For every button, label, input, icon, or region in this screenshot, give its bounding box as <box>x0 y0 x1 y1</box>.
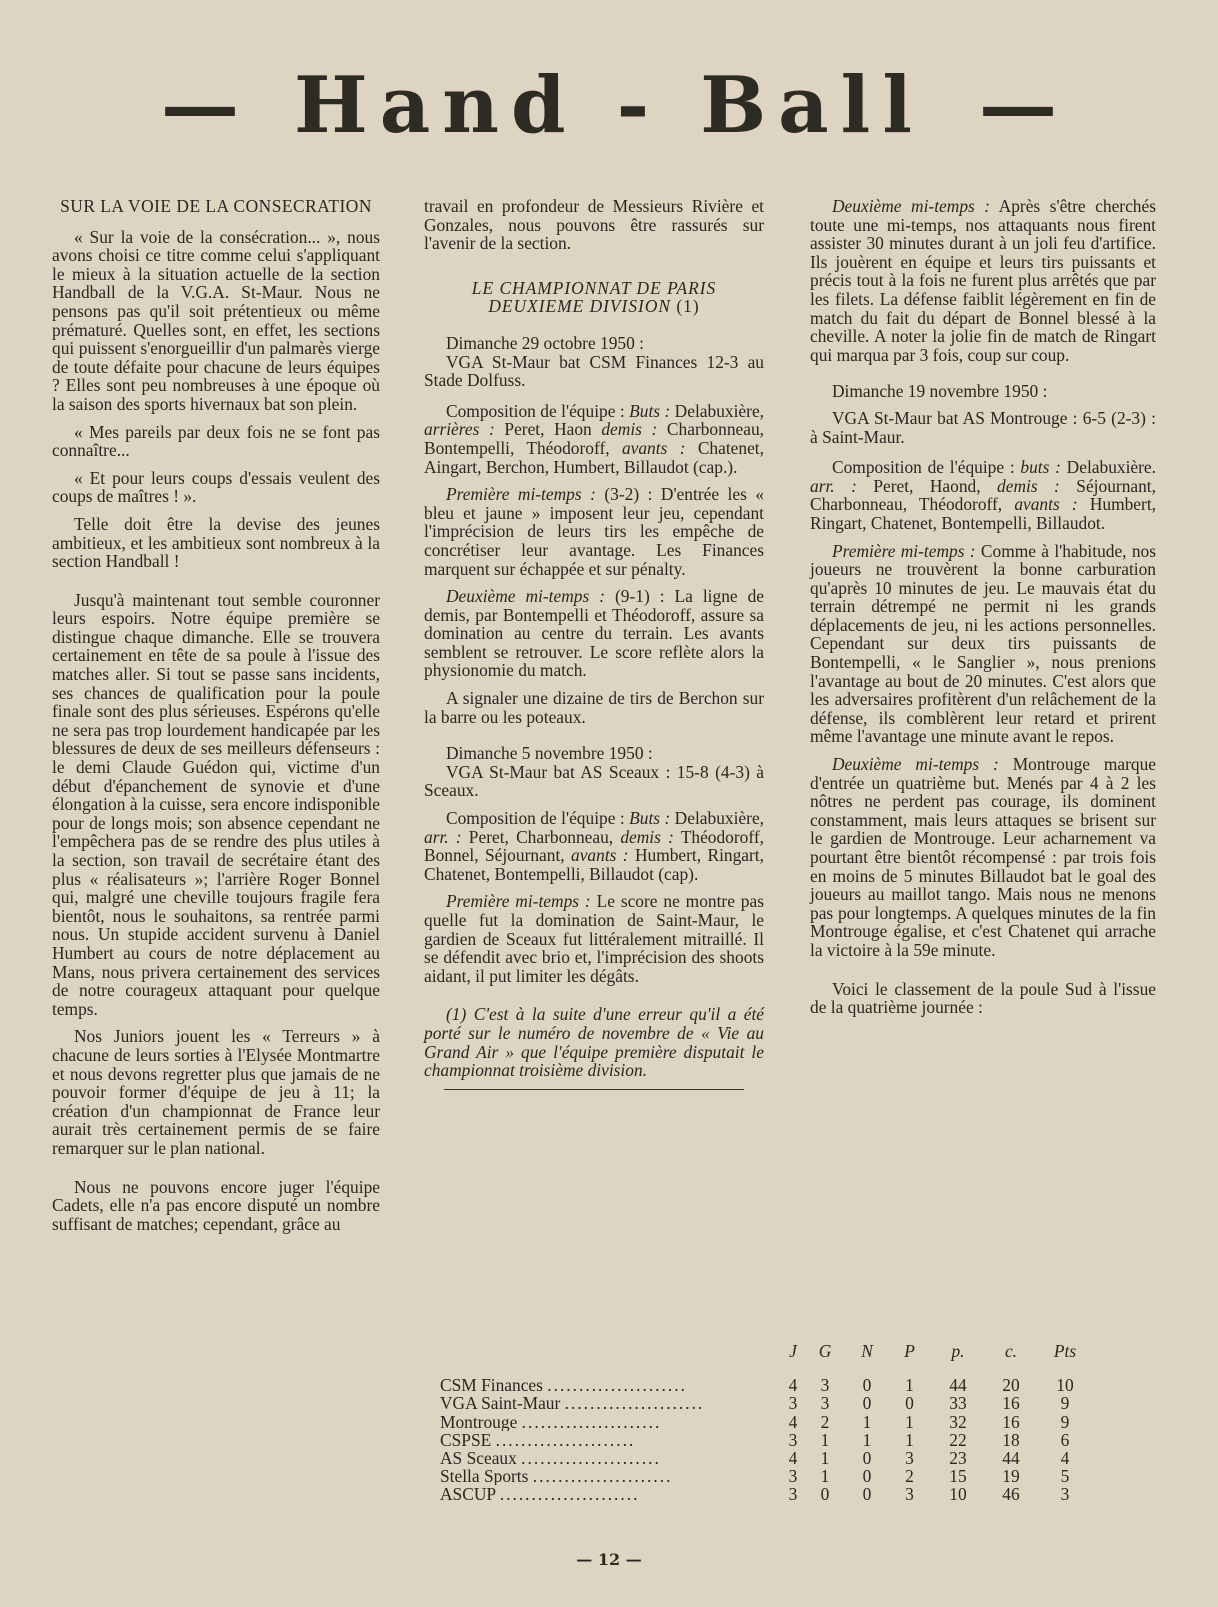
title-dash-left: — <box>161 60 240 151</box>
leader-dots: ...................... <box>521 1412 662 1431</box>
table-cell: 1 <box>862 1429 872 1450</box>
table-cell: 1 <box>820 1448 830 1469</box>
table-cell: 4 <box>788 1375 798 1396</box>
col-header: N <box>861 1341 873 1361</box>
table-cell: 1 <box>820 1466 830 1487</box>
table-cell: 0 <box>862 1393 872 1414</box>
team-composition: Composition de l'équipe : Buts : Delabuxière, arrières : Peret, Haon demis : Charbonneau, Bontempelli, Théodoroff, avants : Chatenet, Aingart, Berchon, Humbert, Billaudot (cap.). <box>424 400 765 477</box>
championship-heading <box>424 279 764 316</box>
leader-dots: ...................... <box>521 1449 661 1468</box>
half-report: Deuxième mi-temps : Après s'être cherchés toute une mi-temps, nos attaquants nous firent assister 30 minutes durant à un joli feu d'artifice. Ils jouèrent en équipe et leurs tirs puissants et précis tout à la fois ne furent plus arrêtés que par les filets. La défense faiblit légèrement en fin de match du fait du départ de Bonnel blessé à la cheville. A noter la jolie fin de match de Ringart qui marqua par 3 fois, coup sur coup. <box>810 196 1156 365</box>
table-cell: 3 <box>1060 1484 1070 1505</box>
table-cell: 3 <box>905 1484 914 1505</box>
heading-line-2: DEUXIEME DIVISION <box>488 296 671 317</box>
team-name: CSM Finances <box>440 1376 543 1395</box>
table-cell: 44 <box>1002 1448 1020 1469</box>
match-result: VGA St-Maur bat AS Montrouge : 6-5 (2-3) : à Saint-Maur. <box>810 407 1156 447</box>
table-cell: 1 <box>820 1429 830 1450</box>
match-date: Dimanche 5 novembre 1950 : <box>446 743 653 764</box>
table-cell: 10 <box>949 1484 967 1505</box>
paragraph: travail en profondeur de Messieurs Rivière et Gonzales, nous pouvons être rassurés sur l'avenir de la section. <box>424 196 764 254</box>
footnote-rule <box>444 1089 744 1090</box>
paragraph: Nos Juniors jouent les « Terreurs » à chacune de leurs sorties à l'Elysée Montmartre et nous devons regretter plus que jamais de ne pouvoir former d'équipe de jeu à 11; la création d'un championnat de France leur aurait très certainement permis de se faire remarquer sur le plan national. <box>52 1026 380 1158</box>
table-row <box>440 1431 1110 1449</box>
table-cell: 2 <box>905 1466 914 1487</box>
table-cell: 4 <box>788 1411 798 1432</box>
paragraph: Nous ne pouvons encore juger l'équipe Cadets, elle n'a pas encore disputé un nombre suffisant de matches; cependant, grâce au <box>52 1176 380 1234</box>
table-cell: 4 <box>788 1448 798 1469</box>
table-cell: 4 <box>1060 1448 1070 1469</box>
team-name: Montrouge <box>440 1412 518 1431</box>
team-composition: Composition de l'équipe : buts : Delabuxière. arr. : Peret, Haond, demis : Séjournant, Charbonneau, Théodoroff, avants : Humbert, Ringart, Chatenet, Bontempelli, Billaudot. <box>810 457 1157 533</box>
table-cell: 10 <box>1056 1375 1074 1396</box>
table-cell: 46 <box>1002 1484 1020 1505</box>
table-cell: 3 <box>905 1448 914 1469</box>
table-cell: 6 <box>1060 1429 1070 1450</box>
col-header: J <box>789 1341 797 1361</box>
table-cell: 9 <box>1060 1393 1070 1414</box>
match-date: Dimanche 19 novembre 1950 : <box>832 381 1048 402</box>
table-cell: 0 <box>862 1466 872 1487</box>
team-name: VGA Saint-Maur <box>440 1394 561 1413</box>
table-cell: 33 <box>949 1393 967 1414</box>
table-cell: 3 <box>820 1393 830 1414</box>
table-cell: 22 <box>949 1429 967 1450</box>
table-cell: 0 <box>862 1375 872 1396</box>
table-cell: 16 <box>1002 1411 1020 1432</box>
title-dash-right: — <box>978 60 1057 151</box>
table-row <box>440 1467 1110 1485</box>
table-cell: 9 <box>1060 1411 1070 1432</box>
match-result: VGA St-Maur bat CSM Finances 12-3 au Stade Dolfuss. <box>424 351 764 391</box>
table-cell: 15 <box>949 1466 967 1487</box>
table-cell: 20 <box>1002 1375 1020 1396</box>
footnote-ref: (1) <box>676 296 700 317</box>
table-cell: 16 <box>1002 1393 1020 1414</box>
team-name: AS Sceaux <box>440 1449 517 1468</box>
table-row <box>440 1449 1110 1467</box>
table-cell: 0 <box>862 1484 872 1505</box>
paragraph: Jusqu'à maintenant tout semble couronner leurs espoirs. Notre équipe première se distingue chaque dimanche. Elle se trouvera certainement en tête de sa poule à l'issue des matches aller. Si tout se passe sans incidents, ses chances de qualification pour la poule finale sont des plus sérieuses. Espérons qu'elle ne sera pas trop lourdement handicapée par les blessures de deux de ses meilleurs défenseurs : le demi Claude Guédon qui, victime d'un début d'épanchement de synovie et d'une élongation à la cuisse, sera encore indisponible pour de longs mois; son absence cependant ne l'empêchera pas de se rendre des plus utiles à la section, son travail de secrétaire étant des plus « réalisateurs »; l'arrière Roger Bonnel qui, malgré une cheville toujours fragile fera bientôt, nous le souhaitons, sa rentrée parmi nous. Un stupide accident survenu à Daniel Humbert au cours de notre déplacement au Mans, nous privera certainement des services de notre courageux attaquant pour quelque temps. <box>52 589 380 1019</box>
table-cell: 1 <box>905 1429 914 1450</box>
table-cell: 0 <box>820 1484 830 1505</box>
half-report: Première mi-temps : (3-2) : D'entrée les « bleu et jaune » imposent leur jeu, cependant l'imprécision de leurs tirs les empêche de concrétiser leur avantage. Les Finances marquent sur échappée et sur pénalty. <box>424 484 765 579</box>
page-title <box>0 60 1218 151</box>
leader-dots: ...................... <box>564 1394 705 1413</box>
match-date: Dimanche 29 octobre 1950 : <box>446 332 645 353</box>
table-row <box>440 1413 1110 1431</box>
team-name: CSPSE <box>440 1430 492 1450</box>
table-cell: 2 <box>820 1411 830 1432</box>
page-number: — 12 — <box>576 1550 642 1569</box>
heading-line-1: LE CHAMPIONNAT DE PARIS <box>471 277 717 298</box>
section-heading: SUR LA VOIE DE LA CONSECRATION <box>60 196 372 216</box>
table-cell: 18 <box>1002 1429 1020 1450</box>
col-header: G <box>818 1341 832 1361</box>
table-cell: 1 <box>905 1411 914 1432</box>
col-header: Pts <box>1053 1341 1077 1361</box>
paragraph: « Mes pareils par deux fois ne se font pas connaître... <box>52 421 380 461</box>
paragraph: Telle doit être la devise des jeunes ambitieux, et les ambitieux sont nombreux à la section Handball ! <box>52 513 380 572</box>
col-header: P <box>904 1341 915 1361</box>
half-report: Deuxième mi-temps : Montrouge marque d'entrée un quatrième but. Menés par 4 à 2 les nôtres ne perdent pas courage, ils dominent constamment, mais leurs attaques se brisent sur le gardien de Montrouge. Leur acharnement va pourtant être bientôt récompensé : par trois fois en moins de 5 minutes Billaudot bat le goal des joueurs au maillot tango. Mais nous ne menons pas pour longtemps. A quelques minutes de la fin Montrouge égalise, et c'est Chatenet qui arrache la victoire à la 59e minute. <box>810 754 1157 960</box>
standings-header-row <box>440 1342 1110 1360</box>
table-cell: 5 <box>1060 1466 1070 1487</box>
half-report: Première mi-temps : Le score ne montre pas quelle fut la domination de Saint-Maur, le gardien de Sceaux fut littéralement mitraillé. Il se défendit avec brio et, l'imprécision des shoots aidant, il put limiter les dégâts. <box>424 891 764 986</box>
col-header: p. <box>951 1341 965 1361</box>
title-text: Hand - Ball <box>294 60 924 151</box>
half-report: Première mi-temps : Comme à l'habitude, nos joueurs ne trouvèrent la bonne carburation qu'après 10 minutes de jeu. Le mauvais état du terrain détrempé ne permit ni les grands déplacements de jeu, ni les actions personnelles. Cependant sur deux tirs puissants de Bontempelli, « le Sanglier », nous prenions l'avantage au bout de 20 minutes. C'est alors que les adversaires profitèrent d'un relâchement de la défense, ils comblèrent leur retard et prirent même l'avantage une minute avant le repos. <box>810 540 1156 747</box>
table-row <box>440 1485 1110 1503</box>
leader-dots: ...................... <box>495 1430 636 1450</box>
leader-dots: ...................... <box>547 1376 687 1395</box>
table-cell: 19 <box>1002 1466 1020 1487</box>
match-result: VGA St-Maur bat AS Sceaux : 15-8 (4-3) à Sceaux. <box>424 761 764 801</box>
leader-dots: ...................... <box>532 1467 673 1486</box>
col-header: c. <box>1004 1341 1018 1361</box>
leader-dots: ...................... <box>499 1485 640 1504</box>
table-cell: 0 <box>905 1393 914 1414</box>
half-report: Deuxième mi-temps : (9-1) : La ligne de demis, par Bontempelli et Théodoroff, assure sa domination au centre du terrain. Les avants semblent se retrouver. Le score reflète alors la physionomie du match. <box>424 586 764 681</box>
table-cell: 44 <box>949 1375 967 1396</box>
table-cell: 3 <box>788 1466 798 1487</box>
article-column-1 <box>52 197 380 1242</box>
paragraph: « Sur la voie de la consécration... », nous avons choisi ce titre comme celui s'appliquant le mieux à la situation actuelle de la section Handball de la V.G.A. St-Maur. Nous ne pensons pas qu'il soit prétentieux ou même prématuré. Quelles sont, en effet, les sections qui puissent s'enorgueillir d'un palmarès vierge de toute défaite pour chacune de leurs équipes ? Elles sont peu nombreuses à une époque où la saison des sports hivernaux bat son plein. <box>52 226 380 414</box>
table-cell: 0 <box>862 1448 872 1469</box>
table-cell: 3 <box>788 1484 798 1505</box>
paragraph: A signaler une dizaine de tirs de Berchon sur la barre ou les poteaux. <box>424 688 764 727</box>
standings-table <box>440 1342 1110 1504</box>
team-name: Stella Sports <box>440 1467 529 1486</box>
footnote: (1) C'est à la suite d'une erreur qu'il a été porté sur le numéro de novembre de « Vie au Grand Air » que l'équipe première disputait le championnat troisième division. <box>424 1004 764 1081</box>
table-cell: 3 <box>788 1429 798 1450</box>
table-cell: 1 <box>905 1375 914 1396</box>
standings-intro: Voici le classement de la poule Sud à l'issue de la quatrième journée : <box>810 978 1156 1018</box>
paragraph: « Et pour leurs coups d'essais veulent des coups de maîtres ! ». <box>52 467 380 507</box>
table-row <box>440 1394 1110 1412</box>
table-row <box>440 1376 1110 1394</box>
team-name: ASCUP <box>440 1485 496 1504</box>
table-cell: 3 <box>820 1375 830 1396</box>
table-cell: 23 <box>949 1448 967 1469</box>
table-cell: 1 <box>862 1411 872 1432</box>
table-cell: 32 <box>949 1411 967 1432</box>
team-composition: Composition de l'équipe : Buts : Delabuxière, arr. : Peret, Charbonneau, demis : Théodoroff, Bonnel, Séjournant, avants : Humbert, Ringart, Chatenet, Bontempelli, Billaudot (cap). <box>424 808 765 884</box>
table-cell: 3 <box>788 1393 798 1414</box>
article-column-2 <box>424 197 764 1090</box>
article-column-3 <box>810 197 1156 1026</box>
